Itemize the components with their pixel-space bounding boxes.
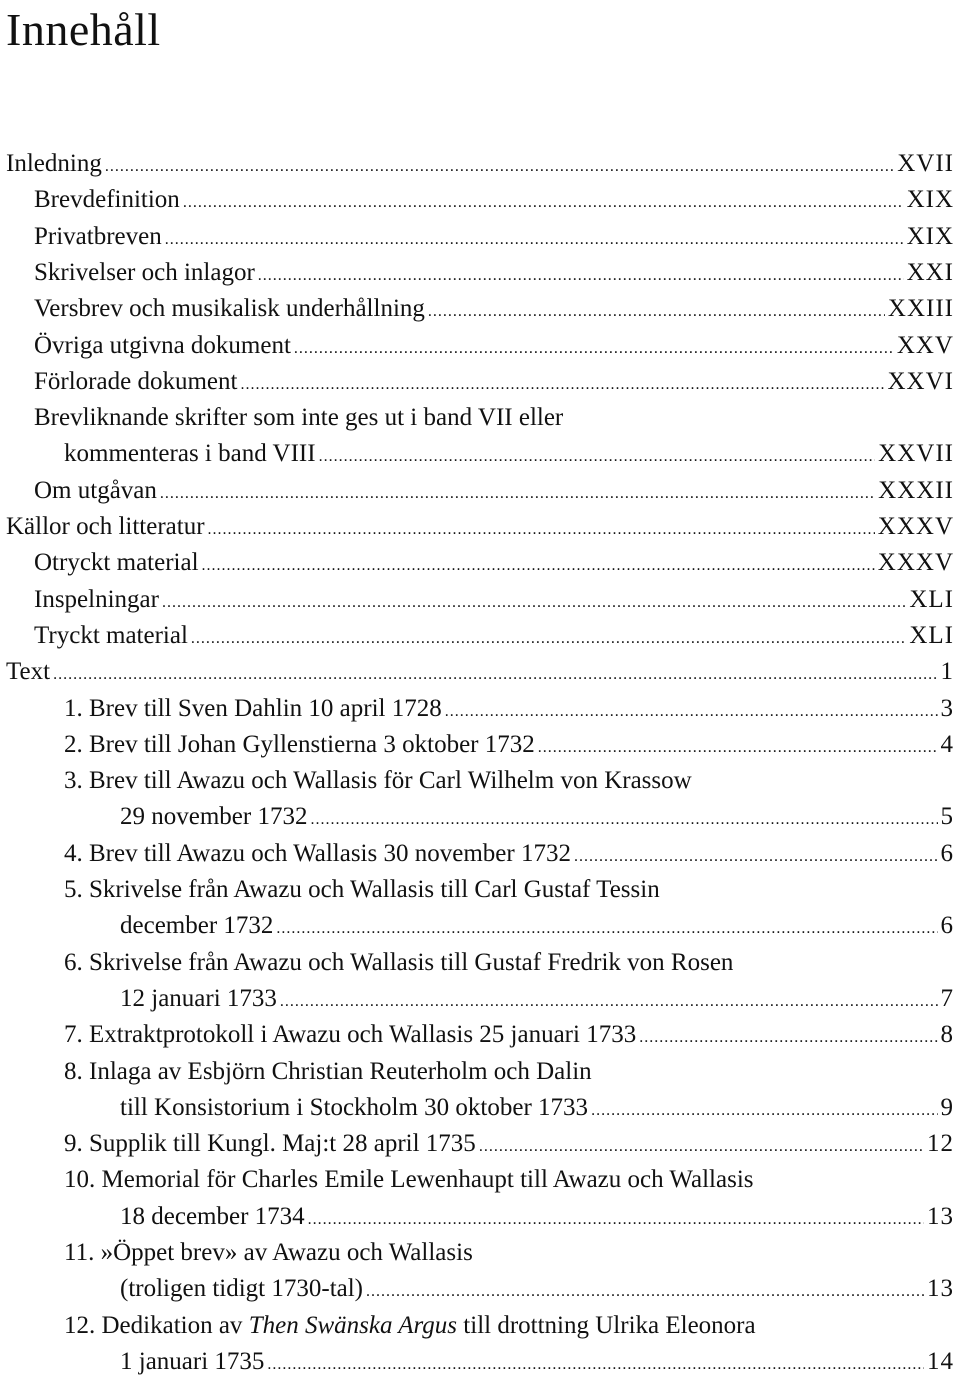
page-number: 13 [927, 1202, 954, 1230]
toc-entry-label [6, 654, 50, 690]
page-number: XLI [909, 621, 954, 649]
toc-entry-label [64, 949, 733, 976]
label-text: Supplik till Kungl. Maj:t 28 april 1735 [89, 1130, 476, 1158]
toc-entry-label [6, 146, 102, 182]
dot-leader [267, 1347, 924, 1383]
label-text: Skrivelser och inlagor [34, 258, 255, 286]
label-text: Skrivelse från Awazu och Wallasis till Carl Gustaf Tessin [89, 876, 660, 903]
toc-entry-label [64, 1058, 592, 1085]
label-text: Versbrev och musikalisk underhållning [34, 295, 425, 323]
toc-entry-label [64, 1166, 754, 1193]
toc-entry-label [64, 767, 692, 794]
entry-number: 5. [64, 876, 89, 903]
toc-entry-label [6, 509, 205, 545]
dot-leader [160, 476, 875, 512]
toc-entry-label [34, 255, 255, 291]
page-number: 1 [940, 658, 954, 686]
page-number: 7 [940, 984, 954, 1012]
toc-entry-label [34, 545, 199, 581]
entry-number: 2. [64, 730, 89, 758]
label-text: till drottning Ulrika Eleonora [457, 1311, 756, 1339]
toc-entry-label [34, 473, 157, 509]
toc-entry-label-continued: kommenteras i band VIII [64, 440, 316, 468]
toc-entry-label-continued: till Konsistorium i Stockholm 30 oktober 1733 [120, 1093, 589, 1121]
dot-leader [191, 621, 906, 657]
toc-entry-label [64, 1126, 476, 1162]
dot-leader [276, 911, 937, 947]
page-number: 3 [940, 694, 954, 722]
page-title: Innehåll [6, 4, 161, 55]
dot-leader [258, 258, 904, 294]
label-text: Skrivelse från Awazu och Wallasis till Gustaf Fredrik von Rosen [89, 948, 734, 976]
dot-leader [366, 1274, 924, 1310]
toc-entry-label-continued: december 1732 [120, 912, 274, 940]
toc-entry-label [34, 291, 425, 327]
dot-leader [162, 585, 906, 621]
label-text: Förlorade dokument [34, 367, 238, 395]
page-number: XXI [906, 258, 954, 286]
italic-title: Then Swänska Argus [248, 1311, 458, 1339]
label-text: Memorial för Charles Emile Lewenhaupt till Awazu och Wallasis [101, 1166, 754, 1194]
dot-leader [308, 1202, 924, 1238]
entry-number: 7. [64, 1021, 89, 1049]
entry-number: 11. [64, 1239, 101, 1266]
toc-entry-label-continued: 1 januari 1735 [120, 1347, 265, 1375]
toc-entry-label [64, 876, 660, 903]
dot-leader [183, 185, 904, 221]
entry-number: 3. [64, 767, 89, 795]
dot-leader [538, 730, 938, 766]
label-text: Tryckt material [34, 621, 188, 649]
page-number: XXIII [887, 295, 954, 323]
entry-number: 9. [64, 1130, 89, 1158]
toc-entry-label-continued: 29 november 1732 [120, 803, 308, 831]
dot-leader [319, 439, 876, 475]
label-text: Källor och litteratur [6, 513, 205, 540]
page-number: XXXV [877, 549, 954, 577]
dot-leader [445, 694, 938, 730]
page-number: XXV [896, 331, 954, 359]
page-number: XIX [906, 222, 954, 250]
toc-entry-label [64, 727, 535, 763]
page-number: 14 [927, 1347, 954, 1375]
label-text: Brev till Awazu och Wallasis 30 november 1732 [89, 839, 571, 867]
toc-entry-label [64, 836, 571, 872]
dot-leader [428, 294, 885, 330]
entry-number: 10. [64, 1166, 102, 1194]
page-number: 4 [940, 730, 954, 758]
page-number: 6 [940, 839, 954, 867]
entry-number: 4. [64, 839, 89, 867]
label-text: Extraktprotokoll i Awazu och Wallasis 25 januari 1733 [89, 1021, 637, 1049]
toc-entry-label [34, 364, 237, 400]
label-text: Brev till Johan Gyllenstierna 3 oktober 1732 [89, 730, 535, 758]
entry-number: 8. [64, 1057, 89, 1085]
label-text: Brevdefinition [34, 186, 180, 214]
toc-entry-label [64, 1017, 636, 1053]
label-text: Om utgåvan [34, 476, 157, 504]
dot-leader [165, 222, 904, 258]
toc-entry-label [64, 1239, 473, 1266]
entry-number: 12. [64, 1311, 102, 1339]
page-number: 8 [940, 1021, 954, 1049]
page-number: 6 [940, 912, 954, 940]
dot-leader [574, 839, 938, 875]
label-text: »Öppet brev» av Awazu och Wallasis [100, 1239, 473, 1266]
page-number: XXVII [878, 440, 954, 468]
dot-leader [208, 512, 875, 548]
label-text: Text [6, 658, 51, 686]
toc-entry-label [64, 1312, 756, 1339]
dot-leader [294, 331, 894, 367]
page-number: XIX [906, 186, 954, 214]
toc-entry-label-continued: (troligen tidigt 1730-tal) [120, 1275, 364, 1303]
toc-entry-label-continued: 18 december 1734 [120, 1202, 305, 1230]
entry-number: 1. [64, 694, 89, 722]
toc-entry-label [64, 691, 442, 727]
page-number: XXXV [877, 513, 954, 540]
label-text: Inledning [6, 150, 102, 177]
toc-entry-label [34, 618, 188, 654]
label-text: Brevliknande skrifter som inte ges ut i band VII eller [34, 404, 564, 432]
page-number: 13 [927, 1275, 954, 1303]
toc-entry-label [34, 404, 563, 431]
page-number: XVII [897, 150, 954, 177]
label-text: Privatbreven [34, 222, 162, 250]
label-text: Övriga utgivna dokument [34, 331, 291, 359]
label-text: Inspelningar [34, 585, 159, 613]
entry-number: 6. [64, 948, 89, 976]
page-number: 5 [940, 803, 954, 831]
label-text: Brev till Sven Dahlin 10 april 1728 [89, 694, 442, 722]
dot-leader [310, 802, 937, 838]
dot-leader [639, 1020, 937, 1056]
page-number: XLI [909, 585, 954, 613]
label-text: Brev till Awazu och Wallasis för Carl Wilhelm von Krassow [89, 767, 692, 795]
label-text: Otryckt material [34, 549, 199, 577]
dot-leader [240, 367, 884, 403]
page-number: 12 [927, 1130, 954, 1158]
dot-leader [53, 657, 937, 693]
dot-leader [280, 984, 938, 1020]
page-number: XXXII [878, 476, 954, 504]
toc-entry-label [34, 219, 162, 255]
toc-entry-label [34, 582, 159, 618]
toc-entry-label [34, 328, 291, 364]
label-text: Inlaga av Esbjörn Christian Reuterholm och Dalin [89, 1057, 592, 1085]
label-text: Dedikation av [101, 1311, 249, 1339]
page-number: XXVI [887, 367, 954, 395]
dot-leader [591, 1093, 937, 1129]
dot-leader [479, 1129, 924, 1165]
page-number: 9 [940, 1093, 954, 1121]
toc-entry-label-continued: 12 januari 1733 [120, 984, 277, 1012]
dot-leader [105, 149, 894, 185]
toc-entry-label [34, 182, 180, 218]
dot-leader [202, 548, 875, 584]
